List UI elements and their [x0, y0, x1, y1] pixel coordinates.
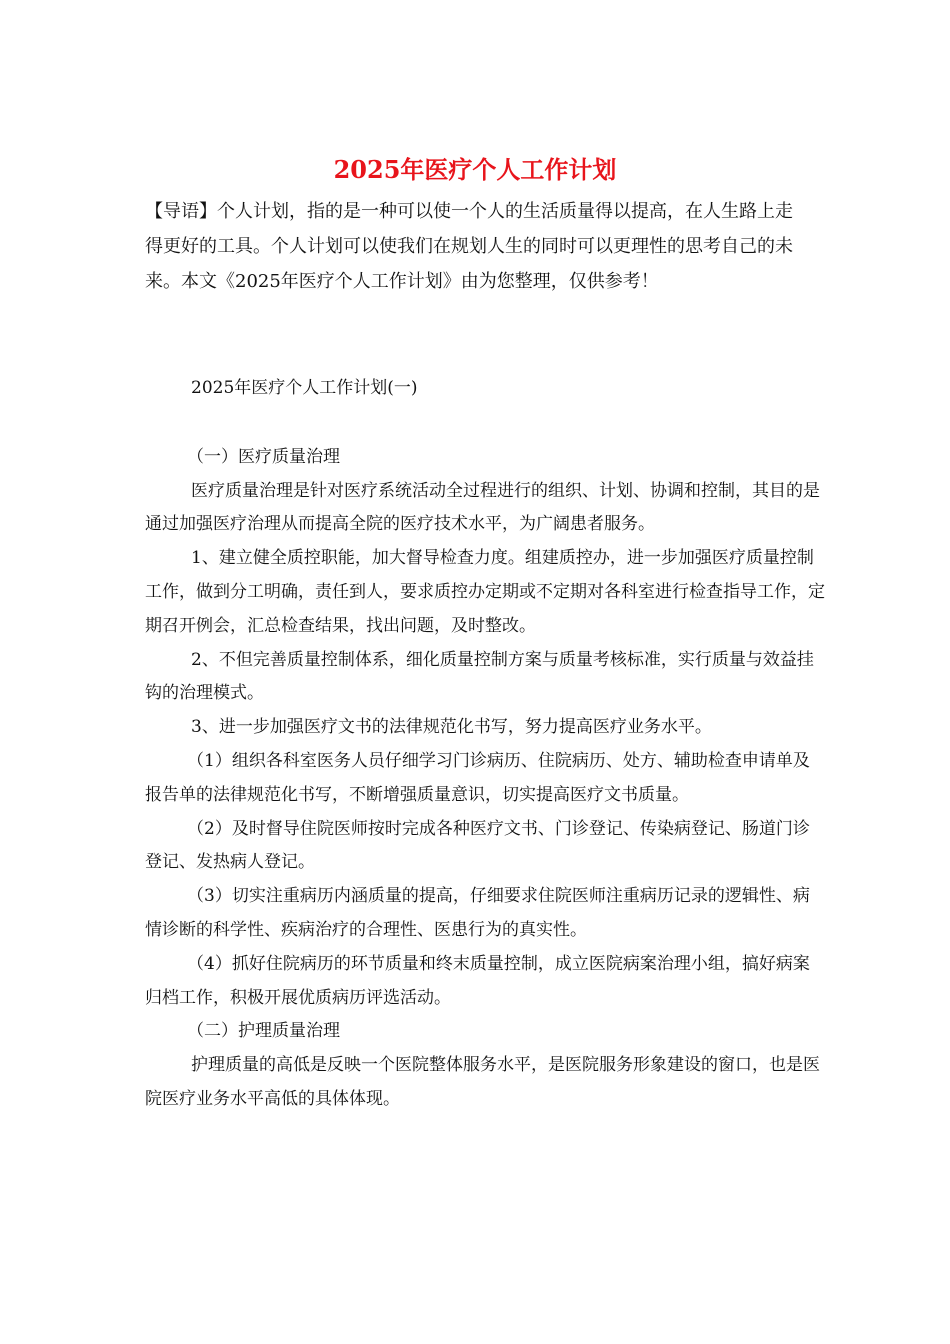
paragraph: 医疗质量治理是针对医疗系统活动全过程进行的组织、计划、协调和控制，其目的是通过加强医疗治理从而提高全院的医疗技术水平，为广阔患者服务。: [145, 480, 820, 535]
document-body: [145, 372, 825, 1117]
paragraph: （4）抓好住院病历的环节质量和终末质量控制，成立医院病案治理小组，搞好病案归档工作，积极开展优质病历评选活动。: [145, 953, 810, 1008]
paragraph: （2）及时督导住院医师按时完成各种医疗文书、门诊登记、传染病登记、肠道门诊登记、发热病人登记。: [145, 818, 810, 873]
heading-medical-quality: （一）医疗质量治理: [187, 446, 340, 467]
heading-nursing-quality: （二）护理质量治理: [187, 1021, 340, 1042]
intro-paragraph: 【导语】个人计划，指的是一种可以使一个人的生活质量得以提高，在人生路上走得更好的工具。个人计划可以使我们在规划人生的同时可以更理性的思考自己的未来。本文《2025年医疗个人工作计划》由为您整理，仅供参考！: [145, 201, 793, 292]
section-title: 2025年医疗个人工作计划(一): [191, 378, 418, 398]
paragraph: 1、建立健全质控职能，加大督导检查力度。组建质控办，进一步加强医疗质量控制工作，做到分工明确，责任到人，要求质控办定期或不定期对各科室进行检查指导工作，定期召开例会，汇总检查结果，找出问题，及时整改。: [145, 548, 825, 636]
document-title: 2025年医疗个人工作计划: [333, 155, 617, 184]
spacer: [145, 406, 825, 441]
paragraph: 2、不但完善质量控制体系，细化质量控制方案与质量考核标准，实行质量与效益挂钩的治理模式。: [145, 649, 814, 704]
paragraph: （1）组织各科室医务人员仔细学习门诊病历、住院病历、处方、辅助检查申请单及报告单的法律规范化书写，不断增强质量意识，切实提高医疗文书质量。: [145, 750, 810, 805]
paragraph: 3、进一步加强医疗文书的法律规范化书写，努力提高医疗业务水平。: [191, 717, 712, 738]
paragraph: 护理质量的高低是反映一个医院整体服务水平，是医院服务形象建设的窗口，也是医院医疗业务水平高低的具体体现。: [145, 1055, 820, 1109]
paragraph: （3）切实注重病历内涵质量的提高，仔细要求住院医师注重病历记录的逻辑性、病情诊断的科学性、疾病治疗的合理性、医患行为的真实性。: [145, 886, 810, 940]
